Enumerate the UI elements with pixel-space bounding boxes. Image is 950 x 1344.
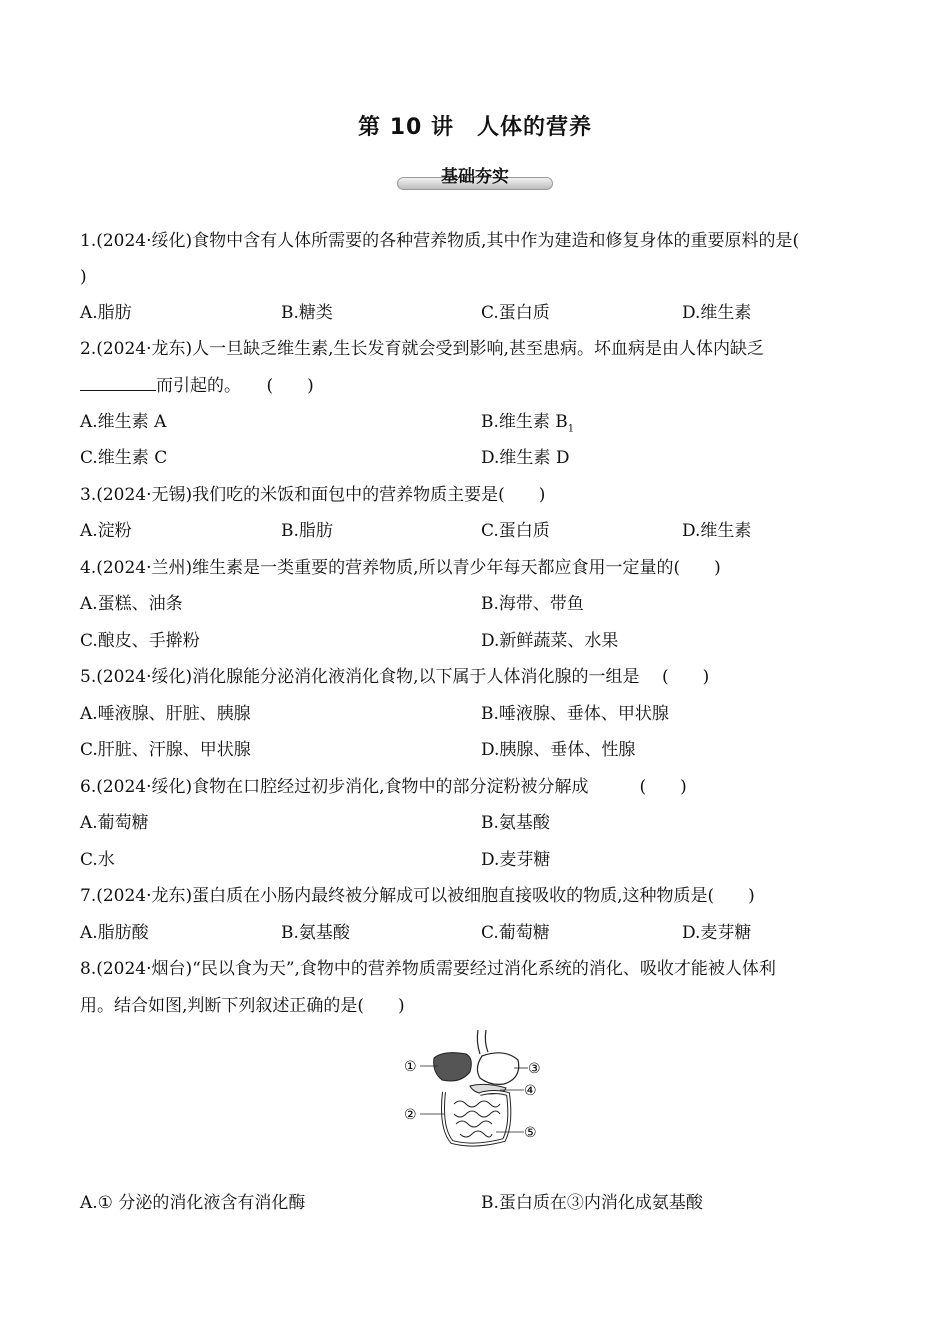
figure-label-4: ④	[524, 1083, 537, 1099]
esophagus	[477, 1030, 480, 1054]
q2-option-a: A.维生素 A	[80, 412, 167, 432]
liver	[434, 1053, 472, 1081]
q1-option-d: D.维生素	[682, 303, 752, 323]
q8-stem-line2: 用。结合如图,判断下列叙述正确的是( )	[80, 996, 405, 1016]
q7-stem: 7.(2024·龙东)蛋白质在小肠内最终被分解成可以被细胞直接吸收的物质,这种物质是( )	[80, 886, 755, 906]
q5-option-b: B.唾液腺、垂体、甲状腺	[481, 704, 669, 724]
section-banner	[397, 160, 553, 194]
q5-option-c: C.肝脏、汗腺、甲状腺	[80, 740, 251, 760]
q5-option-a: A.唾液腺、肝脏、胰腺	[80, 704, 251, 724]
figure-label-5: ⑤	[524, 1125, 537, 1141]
q7-option-c: C.葡萄糖	[481, 923, 550, 943]
large-intestine	[443, 1092, 509, 1145]
q6-option-c: C.水	[80, 850, 115, 870]
q3-option-a: A.淀粉	[80, 521, 132, 541]
q2-option-b-text: B.维生素 B	[481, 412, 568, 432]
large-intestine-inner	[443, 1092, 509, 1145]
section-title: 基础夯实	[441, 167, 509, 187]
q6-stem: 6.(2024·绥化)食物在口腔经过初步消化,食物中的部分淀粉被分解成 ( )	[80, 777, 687, 797]
q8-option-b: B.蛋白质在③内消化成氨基酸	[481, 1193, 703, 1213]
q7-option-d: D.麦芽糖	[682, 923, 752, 943]
figure-label-1: ①	[404, 1059, 417, 1075]
q5-option-d: D.胰腺、垂体、性腺	[481, 740, 636, 760]
q4-option-c: C.酿皮、手擀粉	[80, 631, 200, 651]
q1-stem-line2: )	[80, 267, 87, 287]
q4-option-a: A.蛋糕、油条	[80, 594, 183, 614]
q4-option-b: B.海带、带鱼	[481, 594, 584, 614]
answer-blank	[80, 374, 156, 391]
q2-option-b	[481, 411, 574, 440]
q2-option-b-subscript: 1	[567, 423, 575, 435]
q3-option-b: B.脂肪	[281, 521, 333, 541]
q1-option-b: B.糖类	[281, 303, 333, 323]
q6-option-b: B.氨基酸	[481, 813, 550, 833]
q1-option-c: C.蛋白质	[481, 303, 550, 323]
q8-stem-line1: 8.(2024·烟台)“民以食为天”,食物中的营养物质需要经过消化系统的消化、吸收才能被人体利	[80, 959, 776, 979]
q2-stem-line2	[80, 374, 314, 397]
q3-stem: 3.(2024·无锡)我们吃的米饭和面包中的营养物质主要是( )	[80, 485, 546, 505]
q3-option-d: D.维生素	[682, 521, 752, 541]
q2-stem-line2-text: 而引起的。 ( )	[156, 376, 314, 396]
q1-stem-line1: 1.(2024·绥化)食物中含有人体所需要的各种营养物质,其中作为建造和修复身体的重要原料的是(	[80, 231, 800, 251]
q7-option-b: B.氨基酸	[281, 923, 350, 943]
q6-option-d: D.麦芽糖	[481, 850, 551, 870]
q1-option-a: A.脂肪	[80, 303, 132, 323]
digestive-system-figure	[404, 1028, 546, 1154]
q5-stem: 5.(2024·绥化)消化腺能分泌消化液消化食物,以下属于人体消化腺的一组是 ( )	[80, 667, 710, 687]
q2-stem-line1: 2.(2024·龙东)人一旦缺乏维生素,生长发育就会受到影响,甚至患病。坏血病是由人体内缺乏	[80, 339, 764, 359]
esophagus-wall	[485, 1030, 488, 1052]
page-title: 第 10 讲 人体的营养	[358, 115, 592, 140]
figure-label-3: ③	[528, 1061, 541, 1077]
q7-option-a: A.脂肪酸	[80, 923, 149, 943]
q2-option-c: C.维生素 C	[80, 448, 168, 468]
q4-stem: 4.(2024·兰州)维生素是一类重要的营养物质,所以青少年每天都应食用一定量的( )	[80, 558, 721, 578]
stomach	[477, 1053, 518, 1085]
q2-option-d: D.维生素 D	[481, 448, 570, 468]
q3-option-c: C.蛋白质	[481, 521, 550, 541]
small-intestine	[454, 1101, 500, 1137]
q8-option-a: A.① 分泌的消化液含有消化酶	[80, 1193, 306, 1213]
q6-option-a: A.葡萄糖	[80, 813, 149, 833]
q4-option-d: D.新鲜蔬菜、水果	[481, 631, 619, 651]
figure-label-2: ②	[404, 1107, 417, 1123]
